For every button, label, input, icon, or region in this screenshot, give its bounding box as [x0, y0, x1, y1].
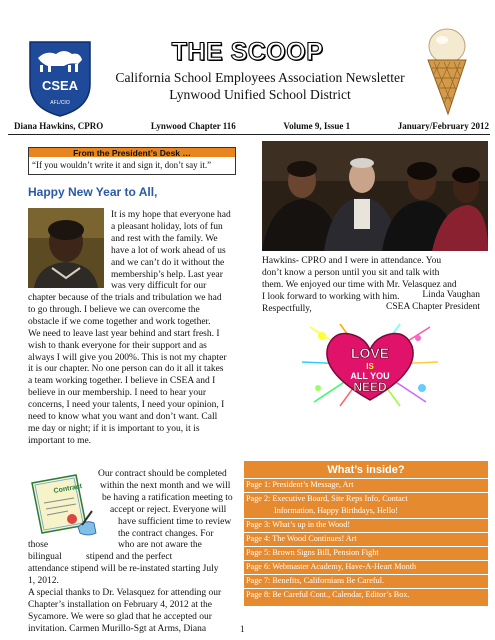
- article-line: A special thanks to Dr. Velasquez for attending our: [28, 587, 222, 598]
- signature: [360, 290, 480, 314]
- whats-inside-box: [244, 461, 488, 606]
- article-line: me day or night; if it is important to you, it is: [28, 423, 200, 434]
- article-line: accept or reject. Everyone will: [110, 504, 227, 515]
- logo-text: CSEA: [41, 78, 79, 93]
- article-word: stipend and the perfect: [86, 551, 173, 562]
- toc-item: Page 8: Be Careful Cont., Calendar, Editor’s Box.: [246, 590, 410, 599]
- article-line: a pleasant holiday, lots of fun: [111, 221, 223, 232]
- article-line: have a lot of work ahead of us: [111, 245, 226, 256]
- newsletter-title: THE SCOOP: [171, 38, 324, 66]
- page-number: 1: [240, 624, 245, 634]
- article-word: bilingual: [28, 551, 62, 562]
- signature-title: CSEA Chapter President: [386, 301, 480, 312]
- toc-item: Page 2: Executive Board, Site Reps Info, Contact: [246, 494, 408, 503]
- contract-certificate-icon: [26, 473, 100, 537]
- article-line: concerns, I need your talents, I need your opinion, I: [28, 400, 225, 411]
- logo-subtext: AFL/CIO: [50, 100, 70, 106]
- article-line: have sufficient time to review: [118, 516, 232, 527]
- article-line: It is my hope that everyone had: [111, 210, 231, 220]
- article-line: and rest with the family. We: [111, 233, 218, 244]
- article-line: important to me.: [28, 435, 92, 446]
- article-paragraph-split: [28, 540, 233, 564]
- article-line: 1, 2012.: [28, 575, 59, 586]
- article-line: Our contract should be completed: [98, 469, 227, 479]
- ice-cream-cone-icon: [422, 24, 472, 116]
- article-line: chapter because of the trials and tribulation we had: [28, 293, 222, 303]
- toc-item: Page 7: Benefits, Californians Be Careful.: [246, 576, 385, 585]
- love-word-2: IS: [366, 362, 374, 371]
- article-line: them. We enjoyed our time with Mr. Velasquez and: [262, 279, 457, 290]
- article-line: attendance stipend will be re-instated starting July: [28, 564, 219, 574]
- header-divider: [8, 134, 490, 135]
- subtitle-line-2: Lynwood Unified School District: [169, 87, 351, 102]
- subtitle-line-1: California School Employees Association Newsletter: [115, 70, 405, 85]
- love-word-4: NEED: [353, 380, 387, 394]
- article-line: don’t know a person until you sit and talk with: [262, 267, 440, 278]
- article-line: I look forward to working with him.: [262, 291, 400, 302]
- volume-issue: Volume 9, Issue 1: [283, 121, 351, 131]
- article-paragraph-contract: [98, 469, 233, 540]
- article-word: those: [28, 540, 49, 550]
- article-line: was very difficult for our: [111, 281, 207, 292]
- toc-item: Page 4: The Wood Continues! Art: [246, 534, 357, 543]
- article-line: membership’s help. Last year: [111, 269, 223, 280]
- article-heading: Happy New Year to All,: [28, 185, 158, 199]
- article-word: who are not aware the: [118, 540, 202, 550]
- article-line: Respectfully,: [262, 303, 312, 314]
- article-line: wish to thank everyone for their support and as: [28, 340, 207, 351]
- editor-name: Diana Hawkins, CPRO: [14, 121, 104, 131]
- article-paragraph-intro: [111, 210, 231, 293]
- article-paragraph-main: [28, 293, 227, 448]
- toc-item: Page 3: What’s up in the Wood!: [246, 520, 351, 529]
- group-photo: [262, 141, 488, 251]
- toc-item: Page 5: Brown Signs Bill, Pension Fight: [246, 548, 379, 557]
- certificate-text: Contract: [53, 483, 83, 495]
- signature-name: Linda Vaughan: [422, 290, 480, 300]
- article-line: within the next month and we will: [100, 480, 231, 491]
- article-line: Sycamore. We were so glad that he accepted our: [28, 611, 212, 622]
- president-photo: [28, 208, 104, 288]
- toc-item: Information, Happy Birthdays, Hello!: [274, 506, 398, 515]
- article-line: always I will give you 200%. This is not my chapter: [28, 352, 227, 363]
- issue-date: January/February 2012: [397, 121, 489, 131]
- love-is-all-you-need-graphic: [300, 322, 440, 408]
- toc-item: Page 1: President’s Message, Art: [246, 480, 354, 489]
- chapter-name: Lynwood Chapter 116: [150, 121, 236, 131]
- article-line: We need to leave last year behind and start fresh. I: [28, 328, 220, 339]
- presidents-desk-box: [28, 147, 236, 175]
- article-line: it is our chapter. No one person can do it all it takes: [28, 364, 224, 375]
- toc-item: Page 6: Webmaster Academy, Have-A-Heart Month: [246, 562, 417, 571]
- article-line: be having a ratification meeting to: [102, 492, 233, 503]
- presidents-desk-quote: “If you wouldn’t write it and sign it, don’t say it.”: [32, 160, 212, 170]
- issue-info-bar: [14, 117, 489, 135]
- love-word-1: LOVE: [350, 345, 390, 361]
- article-line: obstacle if we come together and work together.: [28, 316, 211, 327]
- love-word-3: ALL YOU: [350, 371, 390, 381]
- article-line: Chapter’s installation on February 4, 2012 at the: [28, 599, 212, 610]
- article-line: need to know what you want and don’t want. Call: [28, 412, 218, 423]
- article-line: to go through. I believe we can overcome the: [28, 304, 200, 315]
- article-line: a team working together. I believe in CSEA and I: [28, 376, 216, 387]
- article-line: invitation. Carmen Murillo-Sgt at Arms, Diana: [28, 623, 207, 634]
- article-line: and we can’t do it without the: [111, 257, 225, 268]
- whats-inside-heading: What’s inside?: [327, 464, 405, 476]
- article-line: Hawkins- CPRO and I were in attendance. You: [262, 256, 442, 266]
- presidents-desk-heading: From the President’s Desk …: [73, 148, 191, 158]
- article-line: believe in our membership. I need to hear your: [28, 388, 207, 399]
- article-paragraph-end: [28, 564, 221, 635]
- article-line: the contract changes. For: [118, 528, 214, 539]
